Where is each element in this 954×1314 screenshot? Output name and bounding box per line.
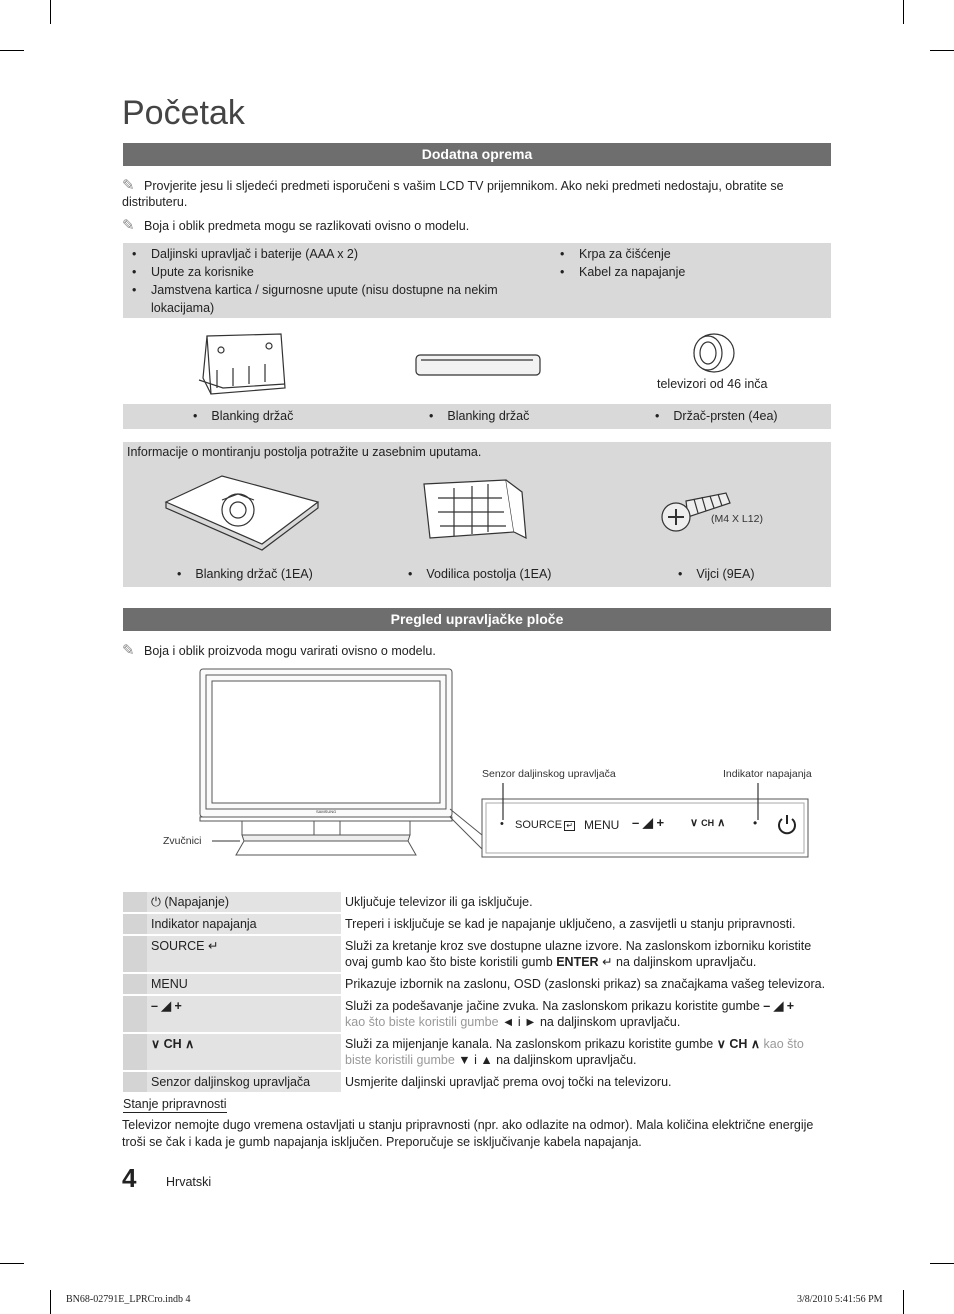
chevron-down-icon: ∨ xyxy=(690,817,699,829)
page-title: Početak xyxy=(122,94,245,132)
language-label: Hrvatski xyxy=(166,1175,212,1189)
table-row xyxy=(123,892,831,913)
menu-button[interactable]: MENU xyxy=(584,818,620,832)
power-icon: ⏻ xyxy=(151,895,161,909)
control-name: ∨ CH ∧ xyxy=(147,1033,341,1071)
enter-icon: ↵ xyxy=(564,821,575,831)
items-list-left xyxy=(123,245,523,317)
control-name: Indikator napajanja xyxy=(147,913,341,935)
crop-mark xyxy=(930,1263,954,1264)
stand-bar-illustration xyxy=(413,352,543,378)
ring-caption: televizori od 46 inča xyxy=(657,377,768,391)
pencil-note-icon: ✎ xyxy=(122,217,135,234)
indicator-callout: Indikator napajanja xyxy=(723,768,812,780)
control-name: Senzor daljinskog upravljača xyxy=(147,1071,341,1093)
control-desc: Usmjerite daljinski upravljač prema ovoj točki na televizoru. xyxy=(345,1075,672,1089)
speakers-callout: Zvučnici xyxy=(163,835,202,847)
footer-file: BN68-02791E_LPRCro.indb 4 xyxy=(66,1294,191,1305)
control-name: – ◢ + xyxy=(147,995,341,1033)
page-number: 4 xyxy=(122,1163,137,1193)
section-header-control-panel: Pregled upravljačke ploče xyxy=(123,608,831,631)
control-desc: Služi za kretanje kroz sve dostupne ulazne izvore. Na zaslonskom izborniku koristite ovaj gumb kao što biste koristili gumb ENTER ↵ na daljinskom upravljaču. xyxy=(345,939,812,969)
control-name: SOURCE ↵ xyxy=(147,935,341,973)
table-row xyxy=(123,1033,831,1071)
control-desc: Služi za mijenjanje kanala. Na zaslonskom prikazu koristite gumbe ∨ CH ∧ kao što biste koristili gumbe ▼ i ▲ na daljinskom upravljaču. xyxy=(345,1037,804,1067)
power-indicator-dot: • xyxy=(753,816,758,830)
chevron-up-icon: ∧ xyxy=(717,817,726,829)
control-desc: Služi za podešavanje jačine zvuka. Na zaslonskom prikazu koristite gumbe – ◢ + kao što biste koristili gumbe ◄ i ► na daljinskom upravljaču. xyxy=(345,999,795,1029)
item-label: • Držač-prsten (4ea) xyxy=(655,409,778,423)
note-product-color: ✎ Boja i oblik proizvoda mogu varirati ovisno o modelu. xyxy=(122,642,436,659)
pencil-note-icon: ✎ xyxy=(122,642,135,659)
crop-mark xyxy=(0,1263,24,1264)
stand-info: Informacije o montiranju postolja potražite u zasebnim uputama. xyxy=(127,445,482,459)
table-row xyxy=(123,995,831,1033)
list-item: • Kabel za napajanje xyxy=(551,263,811,281)
enter-icon: ↵ xyxy=(598,955,613,969)
standby-text: Televizor nemojte dugo vremena ostavljati u stanju pripravnosti (npr. ako odlazite na odmor). Mala količina električne energije troši se čak i kada je gumb napajanja isključen. Preporučuje se isključivanje kabela napajanja. xyxy=(122,1118,814,1149)
section-header-accessories: Dodatna oprema xyxy=(123,143,831,166)
enter-icon: ↵ xyxy=(204,939,219,953)
list-item: • Jamstvena kartica / sigurnosne upute (nisu dostupne na nekim lokacijama) xyxy=(123,281,513,317)
table-row xyxy=(123,1071,831,1093)
footer-date: 3/8/2010 5:41:56 PM xyxy=(797,1294,883,1305)
crop-mark xyxy=(0,50,24,51)
standby-heading: Stanje pripravnosti xyxy=(123,1097,227,1111)
control-desc: Uključuje televizor ili ga isključuje. xyxy=(345,895,533,909)
screw-illustration xyxy=(658,487,734,535)
note-check-items: ✎ Provjerite jesu li sljedeći predmeti isporučeni s vašim LCD TV prijemnikom. Ako neki predmeti nedostaju, obratite se distributeru. xyxy=(122,177,784,209)
volume-button[interactable]: – ◢ + xyxy=(632,815,665,830)
channel-button[interactable]: ∨ CH ∧ xyxy=(690,817,726,829)
crop-mark xyxy=(930,50,954,51)
source-button[interactable]: SOURCE ↵ xyxy=(515,819,575,831)
items-list-right xyxy=(551,245,811,281)
item-label: • Blanking držač xyxy=(429,409,529,423)
item-label: • Vodilica postolja (1EA) xyxy=(408,567,551,581)
table-row xyxy=(123,935,831,973)
table-row xyxy=(123,973,831,995)
crop-mark xyxy=(903,1290,904,1314)
list-item: • Daljinski upravljač i baterije (AAA x 2) xyxy=(123,245,523,263)
volume-icon: ◢ xyxy=(642,815,653,830)
list-item: • Krpa za čišćenje xyxy=(551,245,811,263)
pencil-note-icon: ✎ xyxy=(122,177,135,194)
tv-brand-text: SAMSUNG xyxy=(316,809,337,814)
sensor-dot-icon: • xyxy=(500,818,504,830)
sensor-callout: Senzor daljinskog upravljača xyxy=(482,768,616,780)
stand-guide-illustration xyxy=(418,478,530,548)
list-item: • Upute za korisnike xyxy=(123,263,523,281)
item-label: • Blanking držač (1EA) xyxy=(177,567,313,581)
control-name: MENU xyxy=(147,973,341,995)
blanking-holder-illustration xyxy=(193,328,293,400)
holder-ring-illustration xyxy=(688,331,738,375)
note-color-shape: ✎ Boja i oblik predmeta mogu se razlikovati ovisno o modelu. xyxy=(122,217,470,234)
item-label: • Vijci (9EA) xyxy=(678,567,755,581)
item-label: • Blanking držač xyxy=(193,409,293,423)
control-desc: Prikazuje izbornik na zaslonu, OSD (zaslonski prikaz) sa značajkama vašeg televizora. xyxy=(345,977,826,991)
crop-mark xyxy=(50,1290,51,1314)
power-button-icon[interactable] xyxy=(776,813,798,835)
crop-mark xyxy=(50,0,51,24)
screw-size: (M4 X L12) xyxy=(711,513,763,525)
stand-base-illustration xyxy=(162,472,322,554)
control-name: ⏻ (Napajanje) xyxy=(147,892,341,913)
crop-mark xyxy=(903,0,904,24)
table-row xyxy=(123,913,831,935)
controls-table xyxy=(123,892,831,1094)
control-desc: Treperi i isključuje se kad je napajanje uključeno, a zasvijetli u stanju pripravnosti. xyxy=(345,917,796,931)
